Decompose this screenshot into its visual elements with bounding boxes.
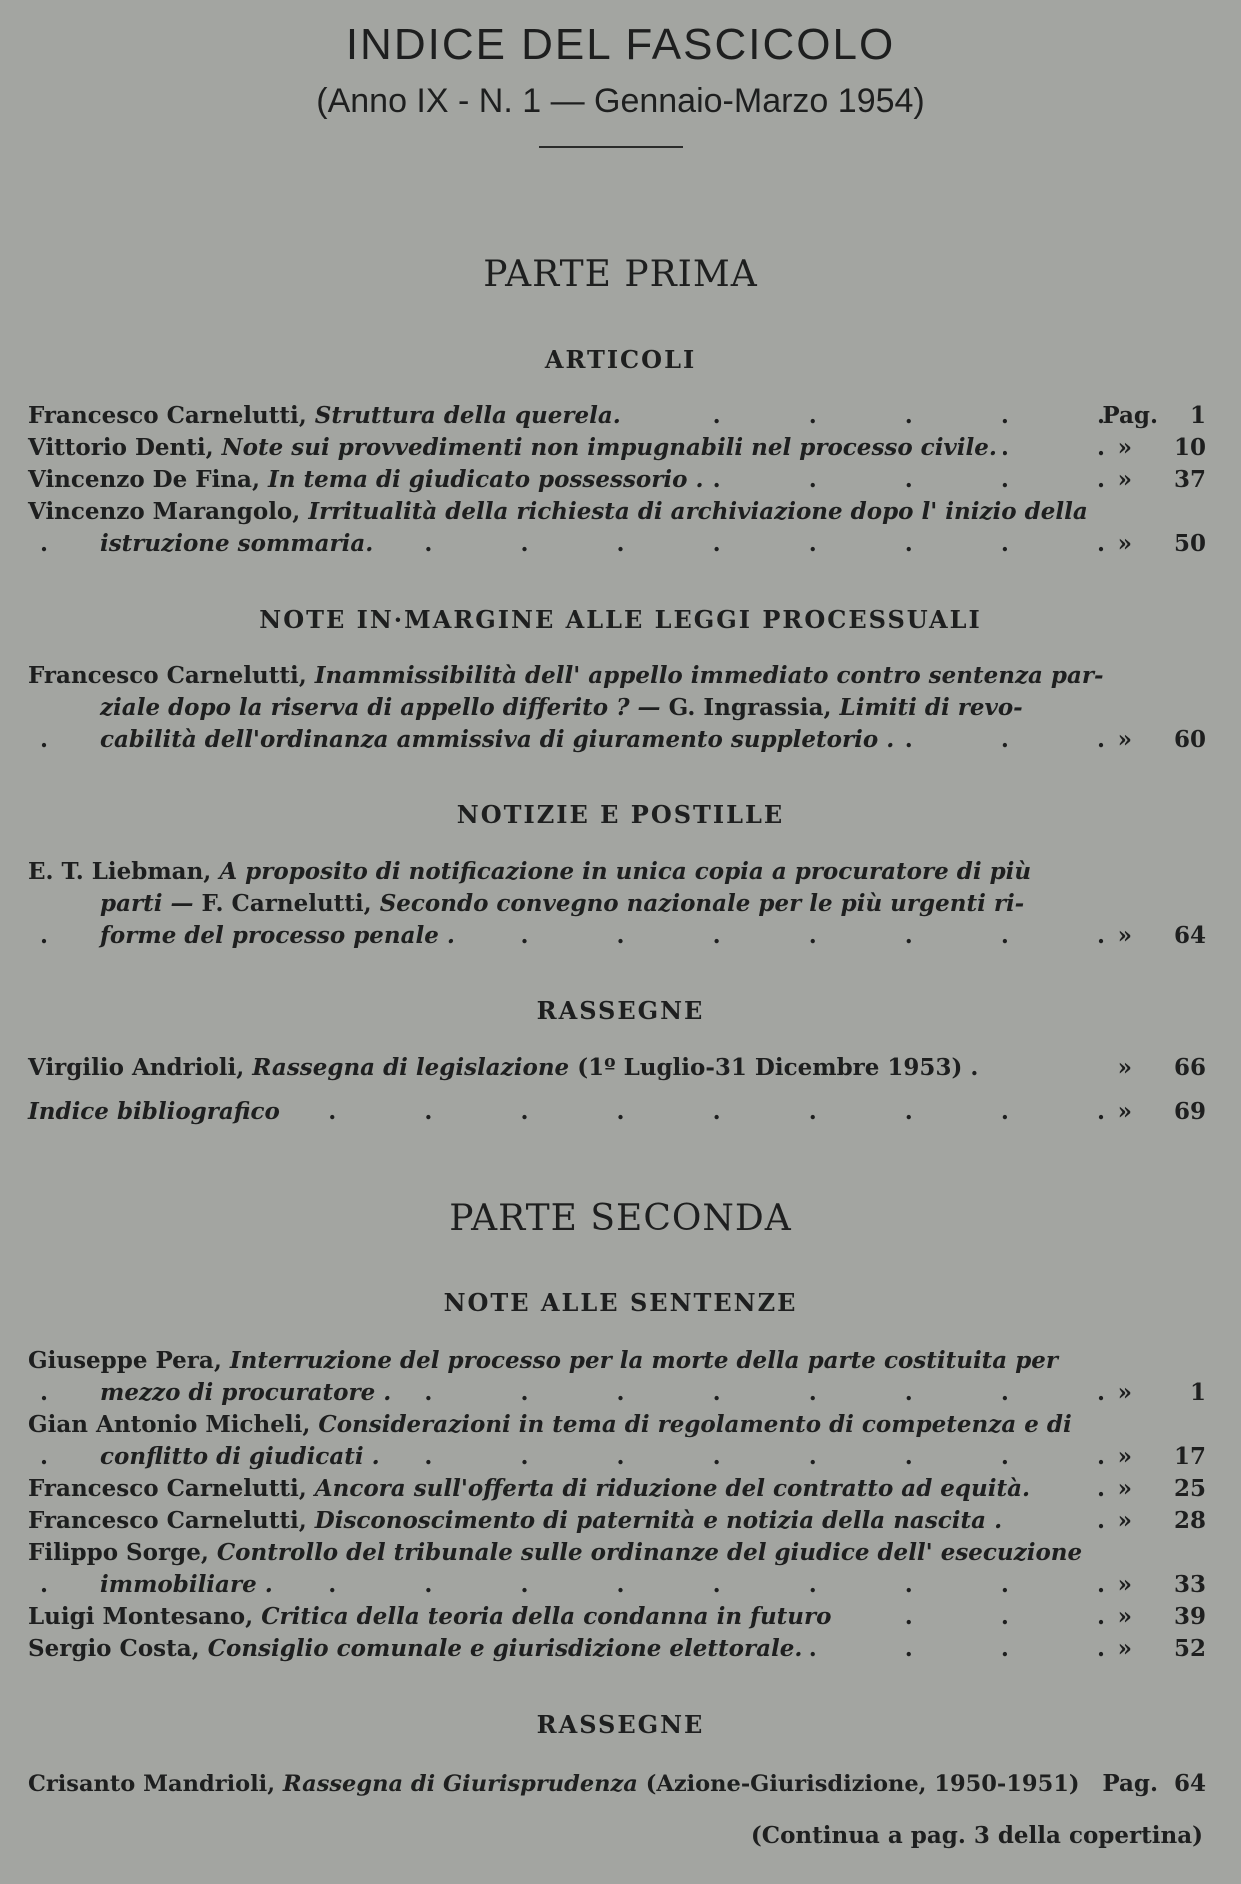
page-number: 28 [1173,1507,1206,1534]
list-item: Francesco Carnelutti, Inammissibilità dell' appello immediato contro sentenza par- [28,660,1206,692]
list-item-continuation: istruzione sommaria. . » 50 [28,528,1206,560]
list-item: Francesco Carnelutti, Disconoscimento di paternità e notizia della nascita . . » 28 [28,1505,1206,1537]
list-item: Crisanto Mandrioli, Rassegna di Giurisprudenza (Azione-Giurisdizione, 1950-1951) Pag. 64 [28,1768,1206,1800]
continuation-note: (Continua a pag. 3 della copertina) [750,1822,1203,1849]
list-item: Vincenzo Marangolo, Irritualità della richiesta di archiviazione dopo l' inizio della [28,496,1206,528]
list-item-continuation: immobiliare . . » 33 [28,1569,1206,1601]
list-item: Sergio Costa, Consiglio comunale e giurisdizione elettorale. . » 52 [28,1633,1206,1665]
issue-subtitle: (Anno IX - N. 1 — Gennaio-Marzo 1954) [316,82,925,120]
rassegne-heading: RASSEGNE [536,996,705,1025]
page-number: 10 [1173,434,1206,461]
list-item: Gian Antonio Micheli, Considerazioni in tema di regolamento di competenza e di [28,1409,1206,1441]
list-item: Luigi Montesano, Critica della teoria della condanna in futuro . » 39 [28,1601,1206,1633]
page-number: 39 [1173,1603,1206,1630]
parte-prima-heading: PARTE PRIMA [483,254,758,295]
notizie-heading: NOTIZIE E POSTILLE [456,800,785,829]
page-number: 64 [1173,1770,1206,1797]
page-number: 50 [1173,530,1206,557]
rassegne-2-list [28,1768,1206,1800]
list-item-continuation: ziale dopo la riserva di appello differito ? — G. Ingrassia, Limiti di revo- [28,692,1206,724]
rassegne-list [28,1052,1206,1084]
note-sentenze-list [28,1345,1206,1665]
list-item-continuation: parti — F. Carnelutti, Secondo convegno nazionale per le più urgenti ri- [28,888,1206,920]
list-item: Francesco Carnelutti, Struttura della querela. . Pag. 1 [28,400,1206,432]
list-item-continuation: conflitto di giudicati . . » 17 [28,1441,1206,1473]
list-item: Vincenzo De Fina, In tema di giudicato possessorio . . » 37 [28,464,1206,496]
articoli-list [28,400,1206,560]
list-item-continuation: forme del processo penale . . » 64 [28,920,1206,952]
page-number: 37 [1173,466,1206,493]
page-number: 1 [1189,1379,1206,1406]
list-item: Filippo Sorge, Controllo del tribunale sulle ordinanze del giudice dell' esecuzione [28,1537,1206,1569]
note-margine-heading: NOTE IN·MARGINE ALLE LEGGI PROCESSUALI [259,605,982,634]
list-item-continuation: mezzo di procuratore . . » 1 [28,1377,1206,1409]
list-item: Virgilio Andrioli, Rassegna di legislazione (1º Luglio-31 Dicembre 1953) . » 66 [28,1052,1206,1084]
list-item: Giuseppe Pera, Interruzione del processo per la morte della parte costituita per [28,1345,1206,1377]
page-number: 33 [1173,1571,1206,1598]
page-number: 52 [1173,1635,1206,1662]
page-number: 17 [1173,1443,1206,1470]
list-item: Francesco Carnelutti, Ancora sull'offerta di riduzione del contratto ad equità. . » 25 [28,1473,1206,1505]
title-rule [539,146,683,148]
list-item: Vittorio Denti, Note sui provvedimenti non impugnabili nel processo civile. . » 10 [28,432,1206,464]
page-number: 25 [1173,1475,1206,1502]
list-item: E. T. Liebman, A proposito di notificazione in unica copia a procuratore di più [28,856,1206,888]
page-number: 60 [1173,726,1206,753]
page-number: 66 [1173,1054,1206,1081]
rassegne-2-heading: RASSEGNE [536,1710,705,1739]
indice-bibliografico [28,1096,1206,1128]
note-margine-list [28,660,1206,756]
list-item: Indice bibliografico . » 69 [28,1096,1206,1128]
note-sentenze-heading: NOTE ALLE SENTENZE [443,1288,798,1317]
list-item-continuation: cabilità dell'ordinanza ammissiva di giuramento suppletorio . . » 60 [28,724,1206,756]
page-number: 64 [1173,922,1206,949]
page-title: INDICE DEL FASCICOLO [345,20,896,69]
page-number: 1 [1189,402,1206,429]
parte-seconda-heading: PARTE SECONDA [449,1198,792,1239]
articoli-heading: ARTICOLI [544,345,697,374]
notizie-list [28,856,1206,952]
page-number: 69 [1173,1098,1206,1125]
